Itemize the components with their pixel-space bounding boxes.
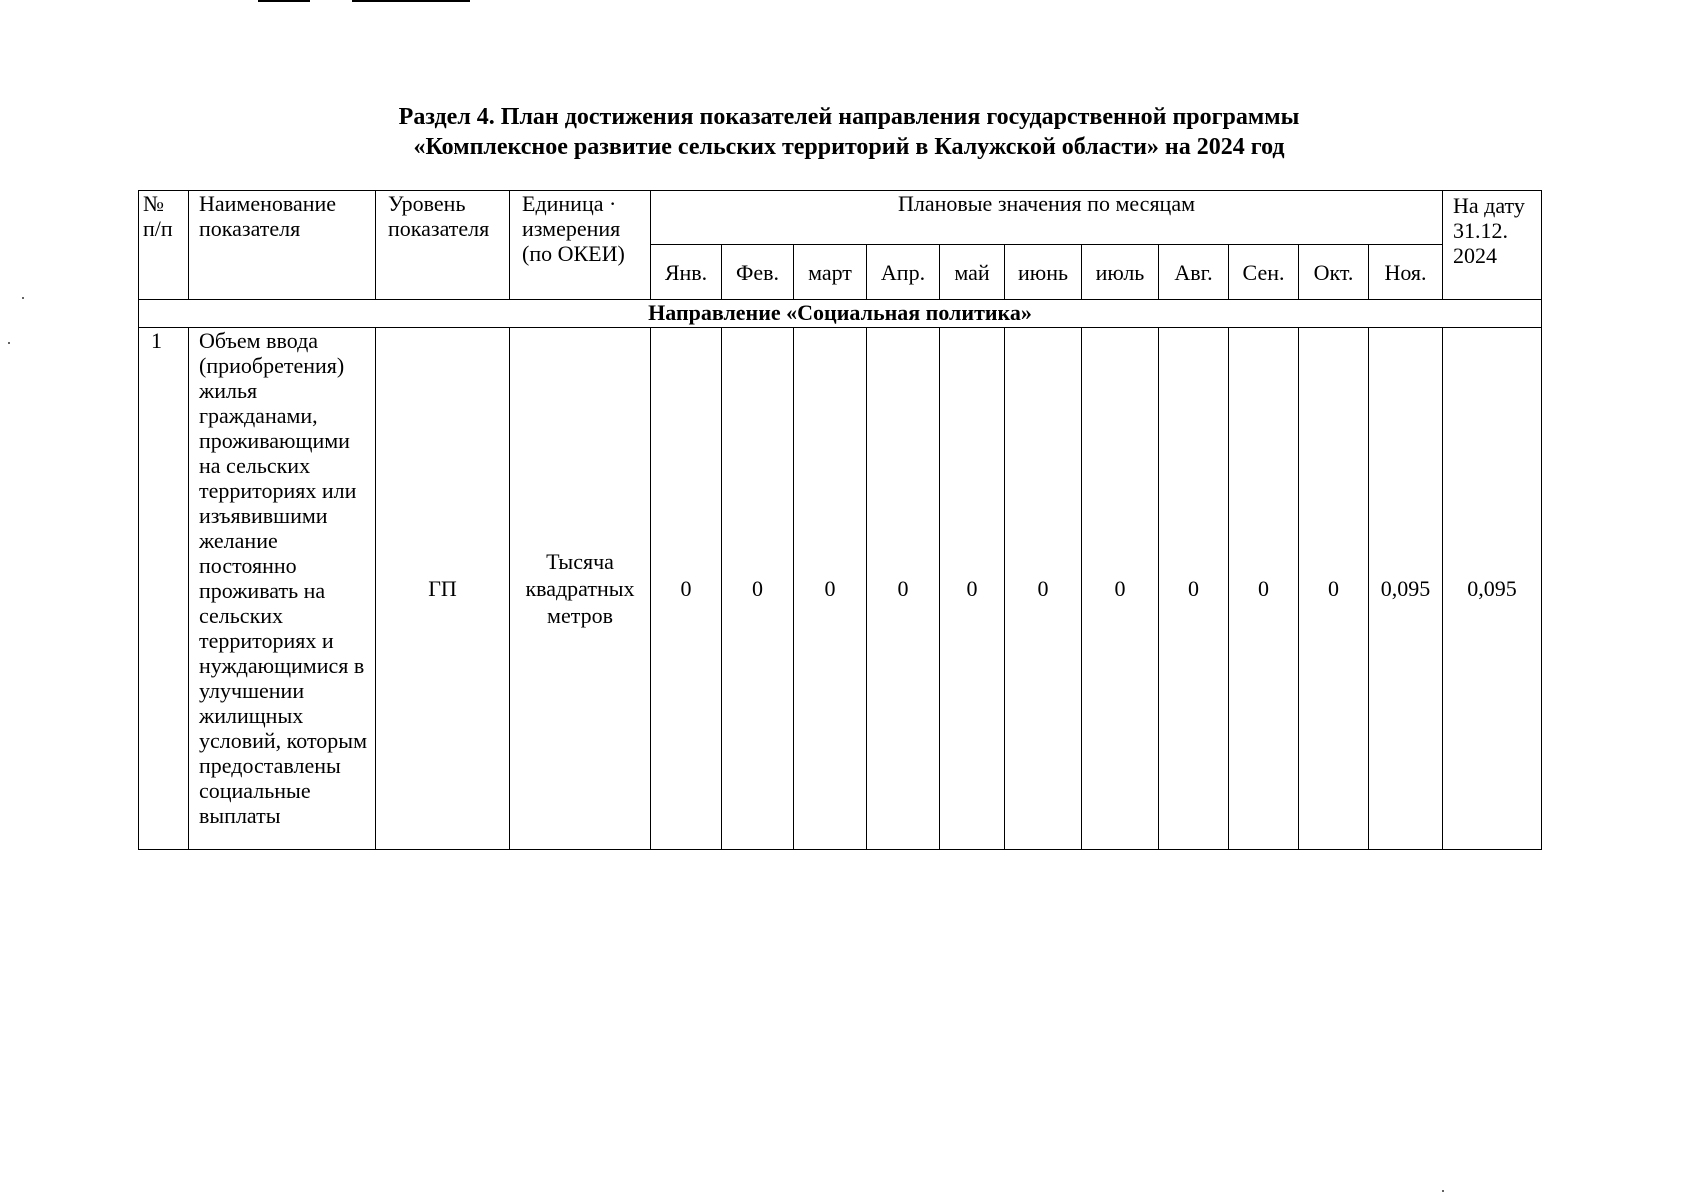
scan-dot <box>22 297 24 299</box>
header-row-1 <box>139 191 1542 245</box>
row-value-sep: 0 <box>1229 328 1299 850</box>
header-month-oct: Окт. <box>1299 245 1369 300</box>
header-month-apr: Апр. <box>867 245 940 300</box>
row-value-nov: 0,095 <box>1369 328 1443 850</box>
row-value-may: 0 <box>940 328 1005 850</box>
header-month-sep: Сен. <box>1229 245 1299 300</box>
header-month-feb: Фев. <box>722 245 794 300</box>
row-num: 1 <box>139 328 189 850</box>
scan-mark-left <box>258 0 310 2</box>
header-unit: Единица · измерения (по ОКЕИ) <box>510 191 651 300</box>
row-unit: Тысяча квадратных метров <box>510 328 651 850</box>
section-row <box>139 300 1542 328</box>
scan-dot <box>1442 1190 1444 1192</box>
row-value-apr: 0 <box>867 328 940 850</box>
plan-table <box>138 190 1542 850</box>
header-date: На дату 31.12. 2024 <box>1443 191 1542 300</box>
row-indicator-name: Объем ввода (приобретения) жилья гражданами, проживающими на сельских территориях или изъявившими желание постоянно проживать на сельских территориях и нуждающимися в улучшении жилищных условий, которым предоставлены социальные выплаты <box>189 328 376 850</box>
header-month-jun: июнь <box>1005 245 1082 300</box>
scan-mark-right <box>352 0 470 2</box>
header-month-jul: июль <box>1082 245 1159 300</box>
row-value-aug: 0 <box>1159 328 1229 850</box>
scan-dot <box>8 342 10 344</box>
row-value-mar: 0 <box>794 328 867 850</box>
header-plan-group: Плановые значения по месяцам <box>651 191 1443 245</box>
row-level: ГП <box>376 328 510 850</box>
row-value-feb: 0 <box>722 328 794 850</box>
row-value-date: 0,095 <box>1443 328 1542 850</box>
title-line-2: «Комплексное развитие сельских территорий в Калужской области» на 2024 год <box>413 134 1285 160</box>
header-num: № п/п <box>139 191 189 300</box>
row-value-jun: 0 <box>1005 328 1082 850</box>
page-title <box>0 102 1698 162</box>
row-value-oct: 0 <box>1299 328 1369 850</box>
header-level: Уровень показателя <box>376 191 510 300</box>
header-name: Наименование показателя <box>189 191 376 300</box>
row-value-jan: 0 <box>651 328 722 850</box>
table-row <box>139 328 1542 850</box>
header-month-mar: март <box>794 245 867 300</box>
title-line-1: Раздел 4. План достижения показателей направления государственной программы <box>398 104 1300 130</box>
section-title: Направление «Социальная политика» <box>139 300 1542 328</box>
header-month-nov: Ноя. <box>1369 245 1443 300</box>
header-month-jan: Янв. <box>651 245 722 300</box>
header-month-aug: Авг. <box>1159 245 1229 300</box>
header-month-may: май <box>940 245 1005 300</box>
row-value-jul: 0 <box>1082 328 1159 850</box>
